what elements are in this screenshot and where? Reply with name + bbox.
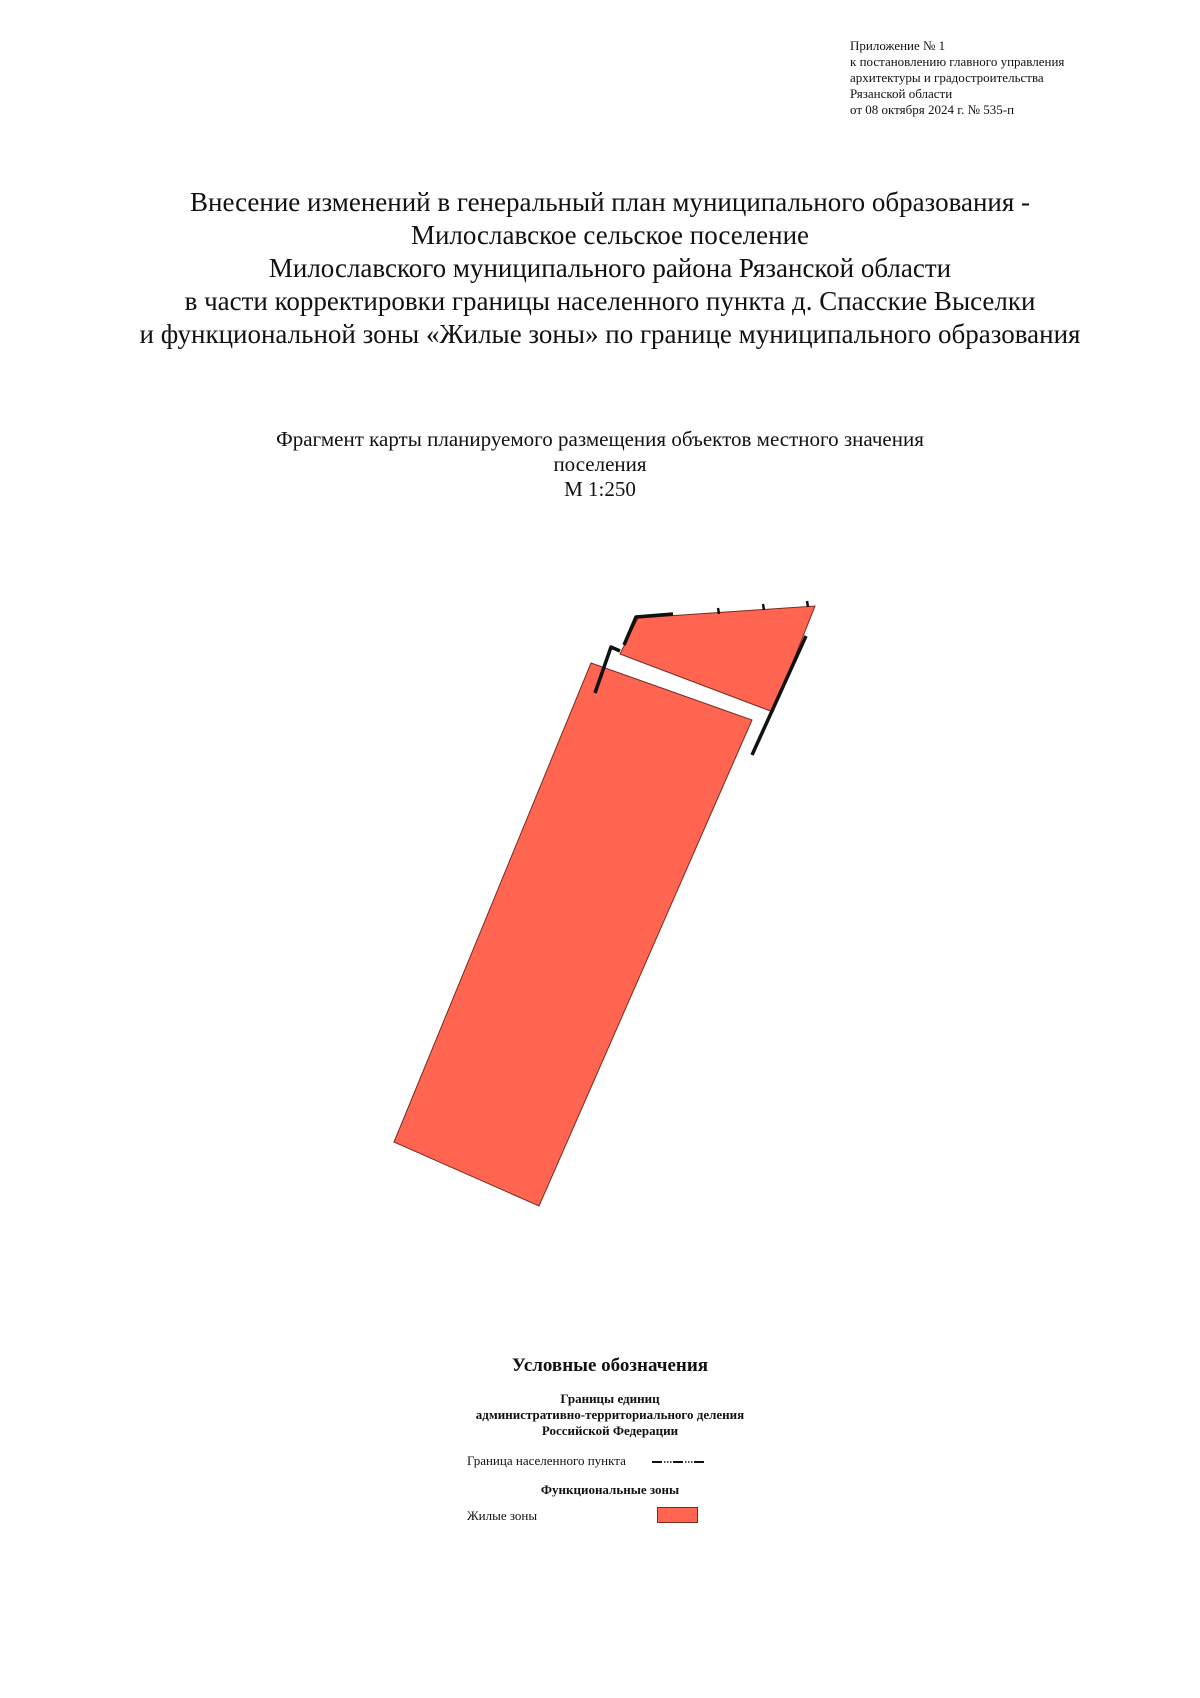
appendix-line-2: к постановлению главного управления <box>850 54 1065 69</box>
appendix-note <box>850 38 1064 118</box>
settlement-boundary-left <box>595 647 620 693</box>
title-line-1: Внесение изменений в генеральный план муниципального образования - <box>189 187 1031 217</box>
legend-section-1-line-3: Российской Федерации <box>541 1423 679 1438</box>
legend-section-functional-zones: Функциональные зоны <box>540 1482 680 1497</box>
legend-section-1-line-1: Границы единиц <box>560 1391 660 1406</box>
legend-settlement-boundary-label: Граница населенного пункта <box>467 1453 626 1468</box>
appendix-line-4: Рязанской области <box>850 86 953 101</box>
settlement-boundary-top-left <box>624 614 673 645</box>
document-title <box>40 186 1180 351</box>
legend-residential-zone-label: Жилые зоны <box>467 1508 538 1523</box>
appendix-line-3: архитектуры и градостроительства <box>850 70 1044 85</box>
map-scale: М 1:250 <box>564 477 636 501</box>
appendix-line-1: Приложение № 1 <box>850 38 946 53</box>
appendix-line-5: от 08 октября 2024 г. № 535-п <box>850 102 1015 117</box>
residential-zone-upper-area <box>620 606 815 712</box>
dash-dot-line-icon <box>652 1459 704 1465</box>
settlement-boundary-right <box>752 636 806 755</box>
residential-zone-main-area <box>394 663 752 1206</box>
settlement-boundary-top-dashes <box>718 601 808 614</box>
title-line-5: и функциональной зоны «Жилые зоны» по границе муниципального образования <box>139 319 1081 349</box>
residential-zone-swatch-icon <box>657 1507 698 1523</box>
subtitle-line-2: поселения <box>553 452 647 476</box>
subtitle-line-1: Фрагмент карты планируемого размещения объектов местного значения <box>276 427 924 451</box>
legend-section-1-line-2: административно-территориального деления <box>475 1407 745 1422</box>
title-line-2: Милославское сельское поселение <box>410 220 810 250</box>
legend-section-boundaries <box>380 1391 840 1439</box>
title-line-3: Милославского муниципального района Рязанской области <box>268 253 952 283</box>
legend-title: Условные обозначения <box>511 1355 709 1376</box>
title-line-4: в части корректировки границы населенного пункта д. Спасские Выселки <box>184 286 1036 316</box>
map-subtitle <box>100 427 1100 502</box>
